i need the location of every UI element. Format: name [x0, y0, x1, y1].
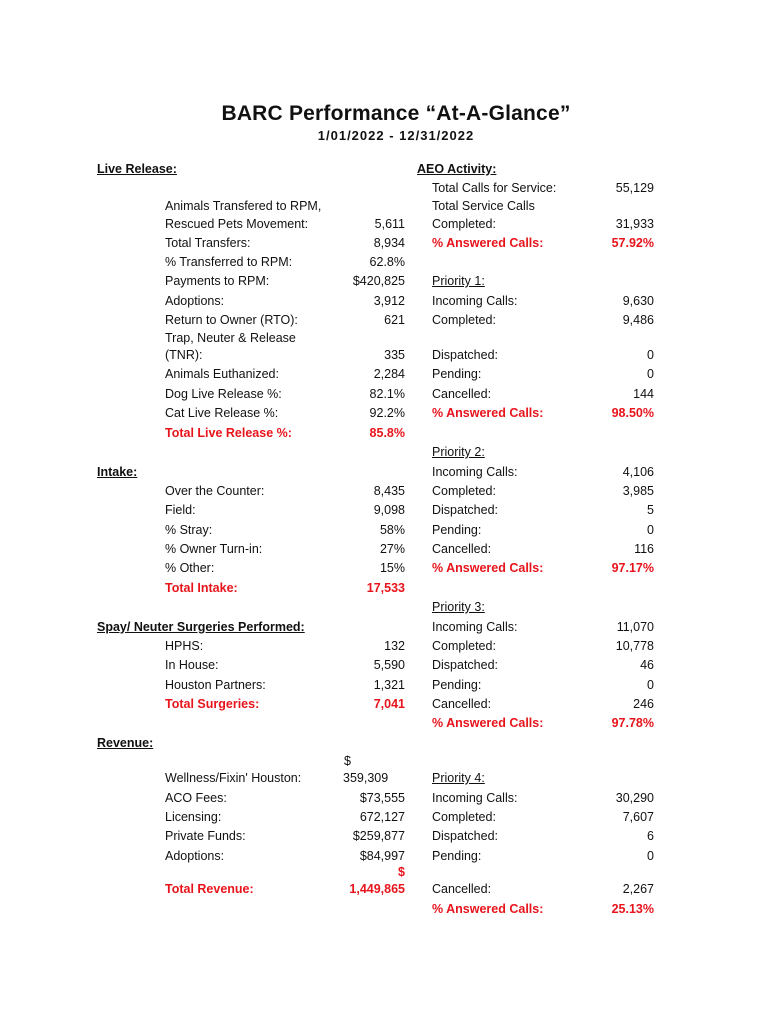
- p2-pending-value: 0: [647, 523, 654, 537]
- revenue-adoptions-value: $84,997: [359, 849, 405, 863]
- p2-cancelled-label: Cancelled:: [432, 542, 492, 556]
- service-calls-value: 31,933: [615, 217, 654, 231]
- aeo-answered-value: 57.92%: [611, 236, 654, 250]
- p1-answered-label: % Answered Calls:: [432, 406, 544, 420]
- priority-1-heading: Priority 1:: [432, 274, 485, 288]
- aco-fees-value: $73,555: [359, 791, 405, 805]
- p3-cancelled-value: 246: [633, 697, 654, 711]
- private-funds-label: Private Funds:: [165, 829, 246, 843]
- p4-incoming-value: 30,290: [615, 791, 654, 805]
- p2-incoming-label: Incoming Calls:: [432, 465, 518, 479]
- aeo-answered-label: % Answered Calls:: [432, 236, 544, 250]
- hphs-label: HPHS:: [165, 639, 204, 653]
- transfers-rpm-value: 5,611: [374, 217, 405, 231]
- p3-pending-value: 0: [647, 678, 654, 692]
- total-intake-label: Total Intake:: [165, 581, 238, 595]
- date-range: 1/01/2022 - 12/31/2022: [317, 128, 475, 143]
- p4-pending-label: Pending:: [432, 849, 482, 863]
- p2-completed-label: Completed:: [432, 484, 496, 498]
- revenue-heading: Revenue:: [97, 736, 154, 750]
- hphs-value: 132: [384, 639, 405, 653]
- total-live-release-label: Total Live Release %:: [165, 426, 292, 440]
- tnr-label: Trap, Neuter & Release: [165, 331, 296, 345]
- cat-release-value: 92.2%: [369, 406, 405, 420]
- p3-dispatched-label: Dispatched:: [432, 658, 499, 672]
- aco-fees-label: ACO Fees:: [165, 791, 227, 805]
- priority-2-heading: Priority 2:: [432, 445, 485, 459]
- stray-value: 58%: [379, 523, 405, 537]
- p2-answered-value: 97.17%: [611, 561, 654, 575]
- p1-incoming-label: Incoming Calls:: [432, 294, 518, 308]
- payments-rpm-label: Payments to RPM:: [165, 274, 270, 288]
- total-revenue-value: 1,449,865: [349, 882, 405, 896]
- partners-value: 1,321: [373, 678, 405, 692]
- pct-rpm-label: % Transferred to RPM:: [165, 255, 293, 269]
- licensing-label: Licensing:: [165, 810, 222, 824]
- p4-incoming-label: Incoming Calls:: [432, 791, 518, 805]
- total-surgeries-value: 7,041: [373, 697, 405, 711]
- total-revenue-dollar-sign: $: [398, 865, 405, 879]
- p2-cancelled-value: 116: [634, 542, 654, 556]
- p4-completed-label: Completed:: [432, 810, 496, 824]
- p1-completed-label: Completed:: [432, 313, 496, 327]
- p4-dispatched-value: 6: [647, 829, 654, 843]
- partners-label: Houston Partners:: [165, 678, 266, 692]
- p4-cancelled-value: 2,267: [622, 882, 654, 896]
- total-live-release-value: 85.8%: [369, 426, 405, 440]
- p4-answered-label: % Answered Calls:: [432, 902, 544, 916]
- adoptions-label: Adoptions:: [165, 294, 225, 308]
- total-surgeries-label: Total Surgeries:: [165, 697, 260, 711]
- page-title: BARC Performance “At-A-Glance”: [221, 102, 571, 125]
- euthanized-label: Animals Euthanized:: [165, 367, 279, 381]
- euthanized-value: 2,284: [373, 367, 405, 381]
- total-revenue-label: Total Revenue:: [165, 882, 254, 896]
- aeo-heading: AEO Activity:: [417, 162, 497, 176]
- wellness-dollar-sign: $: [344, 754, 351, 768]
- p3-dispatched-value: 46: [640, 658, 654, 672]
- intake-heading: Intake:: [97, 465, 138, 479]
- p1-incoming-value: 9,630: [622, 294, 654, 308]
- p4-cancelled-label: Cancelled:: [432, 882, 492, 896]
- p1-cancelled-label: Cancelled:: [432, 387, 492, 401]
- p4-pending-value: 0: [647, 849, 654, 863]
- p1-cancelled-value: 144: [633, 387, 654, 401]
- dog-release-value: 82.1%: [369, 387, 405, 401]
- calls-for-service-value: 55,129: [615, 181, 654, 195]
- p3-completed-label: Completed:: [432, 639, 496, 653]
- p3-completed-value: 10,778: [615, 639, 654, 653]
- field-label: Field:: [165, 503, 196, 517]
- transfers-rpm-label: Animals Transfered to RPM,: [165, 199, 322, 213]
- inhouse-value: 5,590: [373, 658, 405, 672]
- other-label: % Other:: [165, 561, 215, 575]
- cat-release-label: Cat Live Release %:: [165, 406, 279, 420]
- rto-value: 621: [384, 313, 405, 327]
- p1-dispatched-value: 0: [647, 348, 654, 362]
- calls-for-service-label: Total Calls for Service:: [432, 181, 557, 195]
- stray-label: % Stray:: [165, 523, 213, 537]
- surgeries-heading: Spay/ Neuter Surgeries Performed:: [97, 620, 305, 634]
- p3-cancelled-label: Cancelled:: [432, 697, 492, 711]
- wellness-value: 359,309: [343, 771, 389, 785]
- pct-rpm-value: 62.8%: [369, 255, 405, 269]
- p1-pending-label: Pending:: [432, 367, 482, 381]
- live-release-heading: Live Release:: [97, 162, 177, 176]
- wellness-label: Wellness/Fixin' Houston:: [165, 771, 302, 785]
- service-calls-label-cont: Completed:: [432, 217, 496, 231]
- p2-pending-label: Pending:: [432, 523, 482, 537]
- p2-dispatched-label: Dispatched:: [432, 503, 499, 517]
- field-value: 9,098: [373, 503, 405, 517]
- priority-3-heading: Priority 3:: [432, 600, 485, 614]
- p1-answered-value: 98.50%: [611, 406, 654, 420]
- owner-turnin-label: % Owner Turn-in:: [165, 542, 263, 556]
- dog-release-label: Dog Live Release %:: [165, 387, 282, 401]
- p2-dispatched-value: 5: [647, 503, 654, 517]
- tnr-label-cont: (TNR):: [165, 348, 203, 362]
- p4-answered-value: 25.13%: [611, 902, 654, 916]
- tnr-value: 335: [384, 348, 405, 362]
- p3-answered-label: % Answered Calls:: [432, 716, 544, 730]
- priority-4-heading: Priority 4:: [432, 771, 485, 785]
- p1-dispatched-label: Dispatched:: [432, 348, 499, 362]
- revenue-adoptions-label: Adoptions:: [165, 849, 225, 863]
- licensing-value: 672,127: [359, 810, 405, 824]
- p4-dispatched-label: Dispatched:: [432, 829, 499, 843]
- private-funds-value: $259,877: [352, 829, 405, 843]
- p3-incoming-value: 11,070: [616, 620, 654, 634]
- p2-answered-label: % Answered Calls:: [432, 561, 544, 575]
- rto-label: Return to Owner (RTO):: [165, 313, 298, 327]
- p3-pending-label: Pending:: [432, 678, 482, 692]
- adoptions-value: 3,912: [373, 294, 405, 308]
- p3-incoming-label: Incoming Calls:: [432, 620, 518, 634]
- payments-rpm-value: $420,825: [352, 274, 405, 288]
- p1-completed-value: 9,486: [622, 313, 654, 327]
- p4-completed-value: 7,607: [622, 810, 654, 824]
- p2-incoming-value: 4,106: [622, 465, 654, 479]
- total-transfers-label: Total Transfers:: [165, 236, 251, 250]
- transfers-rpm-label-cont: Rescued Pets Movement:: [165, 217, 309, 231]
- other-value: 15%: [379, 561, 405, 575]
- total-intake-value: 17,533: [366, 581, 405, 595]
- otc-label: Over the Counter:: [165, 484, 265, 498]
- service-calls-label: Total Service Calls: [432, 199, 535, 213]
- owner-turnin-value: 27%: [379, 542, 405, 556]
- p1-pending-value: 0: [647, 367, 654, 381]
- inhouse-label: In House:: [165, 658, 219, 672]
- p3-answered-value: 97.78%: [611, 716, 654, 730]
- otc-value: 8,435: [373, 484, 405, 498]
- p2-completed-value: 3,985: [622, 484, 654, 498]
- total-transfers-value: 8,934: [373, 236, 405, 250]
